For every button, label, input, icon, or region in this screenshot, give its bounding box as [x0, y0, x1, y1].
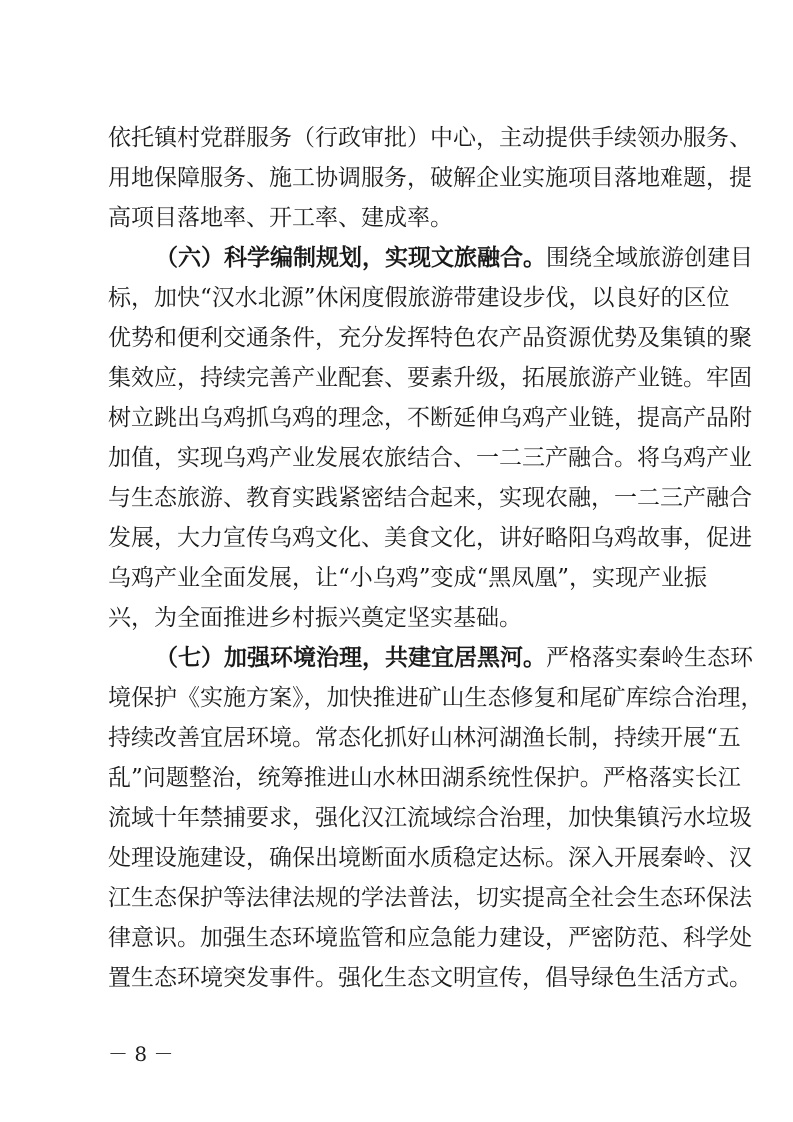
paragraph-line: 标，加快“汉水北源”休闲度假旅游带建设步伐，以良好的区位 [108, 285, 730, 311]
section-seven-first-line-text: 严格落实秦岭生态环 [546, 645, 753, 671]
paragraph-line: 律意识。加强生态环境监管和应急能力建设，严密防范、科学处 [108, 925, 752, 951]
paragraph-line: 集效应，持续完善产业配套、要素升级，拓展旅游产业链。牢固 [108, 365, 752, 391]
paragraph-line: 流域十年禁捕要求，强化汉江流域综合治理，加快集镇污水垃圾 [108, 805, 752, 831]
paragraph-line: 发展，大力宣传乌鸡文化、美食文化，讲好略阳乌鸡故事，促进 [108, 525, 752, 551]
paragraph-line: 持续改善宜居环境。常态化抓好山林河湖渔长制，持续开展“五 [108, 725, 741, 751]
paragraph-line: 乱”问题整治，统筹推进山水林田湖系统性保护。严格落实长江 [108, 765, 741, 791]
paragraph-line: 优势和便利交通条件，充分发挥特色农产品资源优势及集镇的聚 [108, 325, 752, 351]
paragraph-line: 树立跳出乌鸡抓乌鸡的理念，不断延伸乌鸡产业链，提高产品附 [108, 405, 752, 431]
paragraph-line: 兴，为全面推进乡村振兴奠定坚实基础。 [108, 605, 522, 631]
paragraph-line: 处理设施建设，确保出境断面水质稳定达标。深入开展秦岭、汉 [108, 845, 752, 871]
paragraph-line: 加值，实现乌鸡产业发展农旅结合、一二三产融合。将乌鸡产业 [108, 445, 752, 471]
paragraph-line: 高项目落地率、开工率、建成率。 [108, 205, 453, 231]
paragraph-line: 乌鸡产业全面发展，让“小乌鸡”变成“黑凤凰”，实现产业振 [108, 565, 708, 591]
paragraph-line: 用地保障服务、施工协调服务，破解企业实施项目落地难题，提 [108, 165, 752, 191]
section-six-heading: （六）科学编制规划，实现文旅融合。 [155, 244, 546, 271]
paragraph-line: 依托镇村党群服务（行政审批）中心，主动提供手续领办服务、 [108, 125, 752, 151]
paragraph-line: 置生态环境突发事件。强化生态文明宣传，倡导绿色生活方式。 [108, 965, 752, 991]
paragraph-line: 境保护《实施方案》，加快推进矿山生态修复和尾矿库综合治理， [108, 685, 764, 711]
paragraph-line: 与生态旅游、教育实践紧密结合起来，实现农融，一二三产融合 [108, 485, 752, 511]
page-number: － 8 － [108, 1042, 174, 1066]
paragraph-line: 江生态保护等法律法规的学法普法，切实提高全社会生态环保法 [108, 885, 752, 911]
section-six-first-line-text: 围绕全域旅游创建目 [546, 245, 753, 271]
section-seven-heading: （七）加强环境治理，共建宜居黑河。 [155, 644, 546, 671]
section-six-first-line [155, 243, 753, 273]
section-seven-first-line [155, 643, 753, 673]
